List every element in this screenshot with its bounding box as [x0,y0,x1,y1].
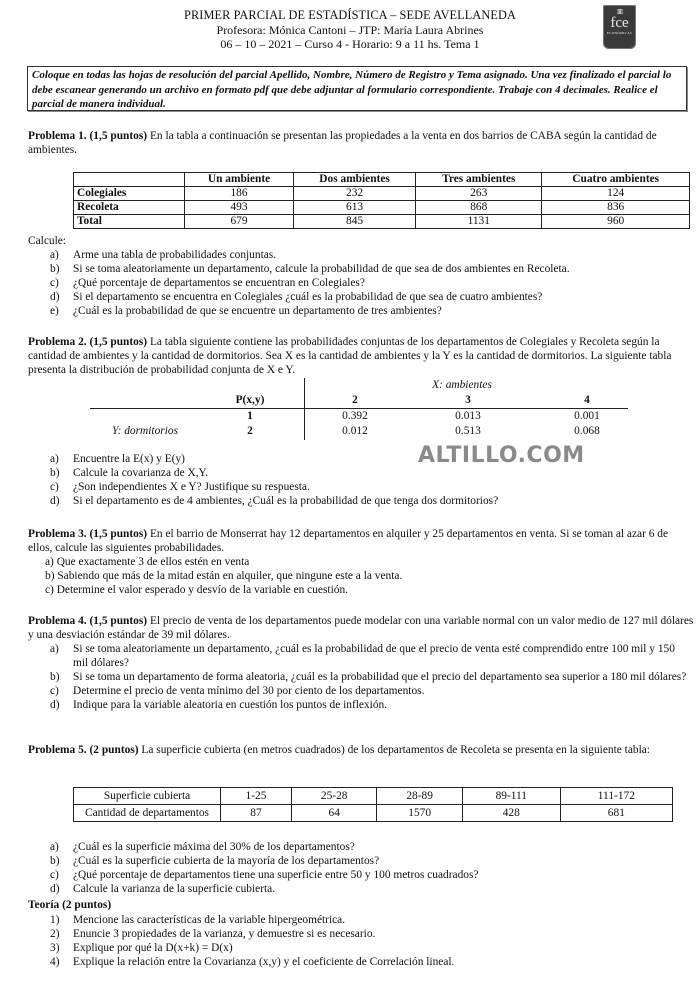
instructions-box: Coloque en todas las hojas de resolución del parcial Apellido, Nombre, Número de Registro y Tema asignado. Una vez finalizado el parcial lo debe escanear generando un archivo en formato pdf que debe adjuntar al formulario correspondiente. Trabaje con 4 decimales. Realice el parcial de manera individual. [27,66,687,111]
question-item [50,684,690,698]
question-label: 3) [50,942,60,954]
x-value: 3 [465,394,471,406]
exam-header [0,8,700,52]
question-text: Explique la relación entre la Covarianza (x,y) y el coeficiente de Correlación lineal. [73,956,455,968]
table-cell: 124 [542,187,690,201]
table-cell: 64 [291,805,376,822]
question-label: a) [50,643,59,655]
table-cell: 25-28 [291,788,376,805]
row-label: Colegiales [74,187,185,201]
x-value: 4 [584,394,590,406]
table-cell: 1-25 [221,788,292,805]
problem-4-statement [28,614,694,642]
table-cell: 1131 [416,215,542,229]
table-row [74,201,690,215]
question-text: ¿Cuál es la superficie cubierta de la mayoría de los departamentos? [73,855,380,867]
question-label: c) [50,481,59,493]
question-label: d) [50,291,60,303]
fce-logo-icon [603,5,636,49]
problem-1-title: Problema 1. (1,5 puntos) [28,130,148,142]
table-divider-vertical [304,378,305,440]
row-label: Total [74,215,185,229]
problem-5-statement [28,743,694,757]
question-text: Mencione las características de la variable hipergeométrica. [73,914,346,926]
question-text: ¿Qué porcentaje de departamentos tiene una superficie entre 50 y 100 metros cuadrados? [73,869,479,881]
logo-text: fce [610,15,629,31]
logo-columns: IIII [616,8,623,16]
problem-4-questions [50,642,690,712]
table-cell: 28-89 [377,788,462,805]
y-axis-label: Y: dormitorios [111,425,179,437]
table-cell: 111-172 [560,788,672,805]
table-cell: 0.068 [574,425,600,437]
theory-title: Teoría (2 puntos) [28,899,112,911]
question-text: Arme una tabla de probabilidades conjuntas. [73,249,277,261]
x-value: 2 [352,394,358,406]
question-item [50,494,690,508]
table-cell: 0.001 [574,410,600,422]
question-item: a) Que exactamente 3 de ellos estén en venta [45,556,250,568]
table-cell: 960 [542,215,690,229]
table-header-cell: Tres ambientes [416,173,542,187]
question-item [50,941,690,955]
table-cell: 613 [294,201,416,215]
table-cell: 263 [416,187,542,201]
table-cell: 0.392 [342,410,368,422]
problem-1-questions [50,248,690,318]
question-item [50,913,690,927]
question-item [50,840,690,854]
question-item [50,868,690,882]
problem-4-text: El precio de venta de los departamentos puede modelar con una variable normal con un valor medio de 127 mil dólares y una desviación estándar de 39 mil dólares. [28,615,694,641]
table-row [74,187,690,201]
table-cell: 0.012 [342,425,368,437]
table-header-cell: Un ambiente [185,173,294,187]
problem-1-intro: Calcule: [28,235,66,247]
problem-2-text: La tabla siguiente contiene las probabilidades conjuntas de los departamentos de Colegiales y Recoleta según la cantidad de ambientes y la cantidad de dormitorios. Sea X es la cantidad de ambientes y la Y es la cantidad de dormitorios. La siguiente tabla presenta la distribución de probabilidad conjunta de X e Y. [28,336,672,376]
question-label: 2) [50,928,60,940]
question-item: b) Sabiendo que más de la mitad están en alquiler, que ningune este a la venta. [45,570,403,582]
problem-5-table [73,787,673,822]
question-text: ¿Cuál es la superficie máxima del 30% de los departamentos? [73,841,355,853]
problem-2-title: Problema 2. (1,5 puntos) [28,336,148,348]
question-label: e) [50,305,59,317]
table-cell: 89-111 [462,788,560,805]
table-cell: 845 [294,215,416,229]
table-cell: 0.013 [455,410,481,422]
question-item [50,248,690,262]
table-cell: 232 [294,187,416,201]
problem-1-statement [28,129,694,157]
question-text: ¿Son independientes X e Y? Justifique su respuesta. [73,481,310,493]
exam-title: PRIMER PARCIAL DE ESTADÍSTICA – SEDE AVELLANEDA [184,8,516,22]
question-text: Encuentre la E(x) y E(y) [73,453,185,465]
question-text: Determine el precio de venta mínimo del 30 por ciento de los departamentos. [73,685,425,697]
question-text: Si se toma un departamento de forma aleatoria, ¿cuál es la probabilidad que el precio del departamento sea superior a 180 mil dólares? [73,671,687,683]
question-label: a) [50,249,59,261]
question-item [50,854,690,868]
question-item [50,276,690,290]
question-item [50,304,690,318]
table-row [74,215,690,229]
question-item [50,927,690,941]
question-text: Si se toma aleatoriamente un departamento, calcule la probabilidad de que sea de dos ambientes en Recoleta. [73,263,570,275]
problem-3-title: Problema 3. (1,5 puntos) [28,528,148,540]
row-label: Recoleta [74,201,185,215]
question-label: c) [50,685,59,697]
question-item [50,698,690,712]
question-item [50,955,690,969]
question-text: Si el departamento se encuentra en Colegiales ¿cuál es la probabilidad de que sea de cuatro ambientes? [73,291,543,303]
question-label: 1) [50,914,60,926]
problem-3-questions [45,555,685,597]
table-cell: 493 [185,201,294,215]
question-item [50,670,690,684]
question-item [50,642,690,670]
table-cell: 868 [416,201,542,215]
question-label: c) [50,277,59,289]
question-item [50,262,690,276]
exam-staff: Profesora: Mónica Cantoni – JTP: María Laura Abrines [216,22,484,37]
question-text: Si el departamento es de 4 ambientes, ¿Cuál es la probabilidad de que tenga dos dormitorios? [73,495,499,507]
question-label: a) [50,841,59,853]
x-axis-label: X: ambientes [432,379,492,391]
logo-subtext: ECONÓMICAS [606,31,633,35]
table-cell: 679 [185,215,294,229]
question-text: Explique por qué la D(x+k) = D(x) [73,942,233,954]
y-value: 2 [247,425,253,437]
table-header-cell: Dos ambientes [294,173,416,187]
table-row [74,788,673,805]
watermark: ALTILLO.COM [418,443,585,468]
question-label: b) [50,671,60,683]
table-cell: 186 [185,187,294,201]
problem-4-title: Problema 4. (1,5 puntos) [28,615,148,627]
table-cell: 836 [542,201,690,215]
question-text: ¿Qué porcentaje de departamentos se encuentran en Colegiales? [73,277,365,289]
question-item [50,882,690,896]
question-text: ¿Cuál es la probabilidad de que se encuentre un departamento de tres ambientes? [73,305,442,317]
problem-3-statement [28,527,694,555]
problem-5-questions [50,840,690,896]
table-header-cell [74,173,185,187]
problem-3-text: En el barrio de Monserrat hay 12 departamentos en alquiler y 25 departamentos en venta. Si se toman al azar 6 de ellos, calcule las siguientes probabilidades. [28,528,669,554]
problem-1-table [73,172,690,229]
y-value: 1 [247,410,253,422]
table-cell: 428 [462,805,560,822]
question-item [50,290,690,304]
question-item: c) Determine el valor esperado y desvío de la variable en cuestión. [45,584,348,596]
question-label: b) [50,855,60,867]
table-cell: 1570 [377,805,462,822]
problem-5-title: Problema 5. (2 puntos) [28,744,139,756]
problem-1-text: En la tabla a continuación se presentan las propiedades a la venta en dos barrios de CABA según la cantidad de ambientes. [28,130,657,156]
table-divider-horizontal [90,408,628,409]
table-cell: 87 [221,805,292,822]
question-text: Calcule la covarianza de X,Y. [73,467,209,479]
question-label: 4) [50,956,60,968]
problem-2-questions [50,452,690,508]
question-item [50,480,690,494]
question-label: d) [50,699,60,711]
theory-questions [50,913,690,969]
question-label: d) [50,883,60,895]
question-label: a) [50,453,59,465]
row-label: Cantidad de departamentos [74,805,221,822]
exam-details: 06 – 10 – 2021 – Curso 4 - Horario: 9 a 11 hs. Tema 1 [220,37,480,51]
corner-label: P(x,y) [235,394,265,406]
table-cell: 0.513 [455,425,481,437]
table-cell: 681 [560,805,672,822]
problem-5-text: La superficie cubierta (en metros cuadrados) de los departamentos de Recoleta se presenta en la siguiente tabla: [138,744,650,756]
question-label: b) [50,467,60,479]
question-text: Indique para la variable aleatoria en cuestión los puntos de inflexión. [73,699,388,711]
question-text: Calcule la varianza de la superficie cubierta. [73,883,276,895]
table-header-row [74,173,690,187]
question-text: Si se toma aleatoriamente un departamento, ¿cuál es la probabilidad de que el precio de venta esté comprendido entre 100 mil y 150 mil dólares? [73,643,675,669]
problem-2-joint-table [90,378,628,440]
problem-2-statement [28,335,694,377]
question-label: d) [50,495,60,507]
row-label: Superficie cubierta [74,788,221,805]
question-label: c) [50,869,59,881]
question-text: Enuncie 3 propiedades de la varianza, y demuestre si es necesario. [73,928,376,940]
question-label: b) [50,263,60,275]
question-item [50,466,690,480]
table-row [74,805,673,822]
question-item [50,452,690,466]
table-header-cell: Cuatro ambientes [542,173,690,187]
